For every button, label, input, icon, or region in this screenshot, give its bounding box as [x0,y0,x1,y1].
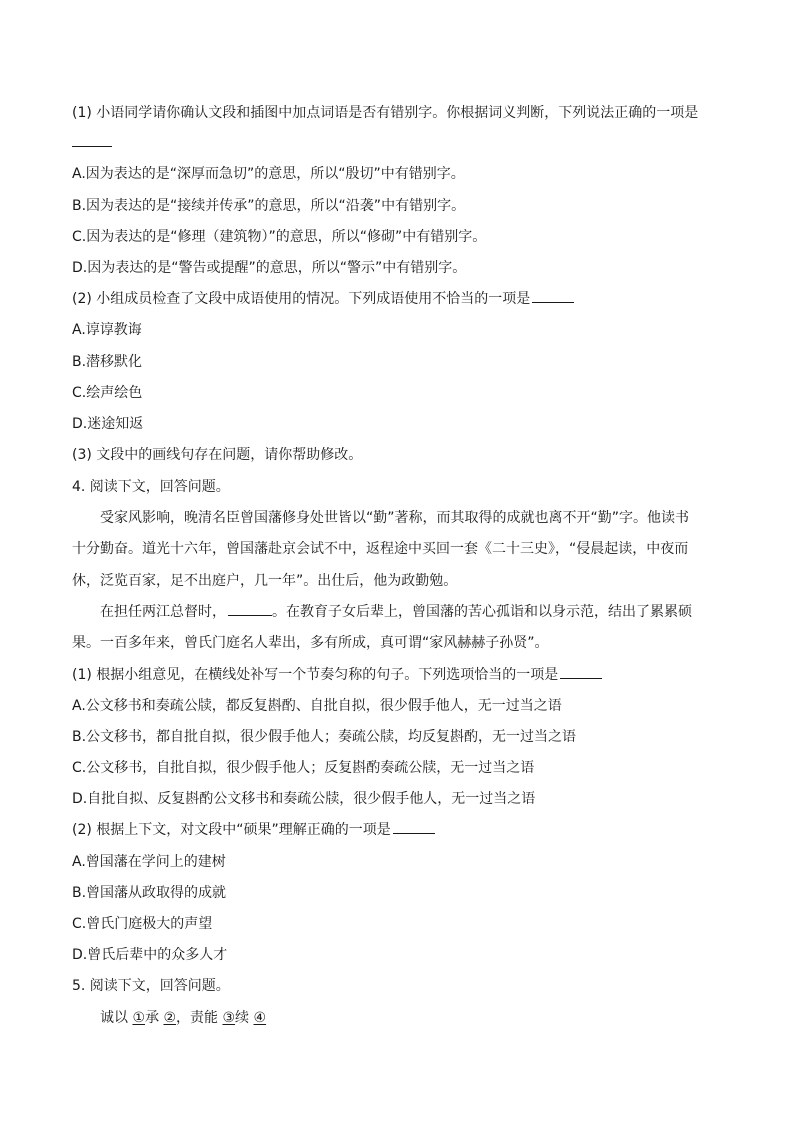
q5-marker-4: ④ [253,1010,267,1026]
q3-sub1-stem: (1) 小语同学请你确认文段和插图中加点词语是否有错别字。你根据词义判断，下列说法正确的一项是 [72,105,699,121]
fill-in-blank [228,603,272,616]
q5-passage-line-1 [100,1009,266,1027]
q3-sub2-stem-line [72,290,574,308]
q3-sub1-option-d: D.因为表达的是“警告或提醒”的意思，所以“警示”中有错别字。 [72,260,467,276]
answer-blank [532,290,574,303]
q3-sub1-option-c: C.因为表达的是“修理（建筑物）”的意思，所以“修砌”中有错别字。 [72,229,487,245]
q3-sub2-option-c: C.绘声绘色 [72,385,143,401]
q3-sub1-option-a: A.因为表达的是“深厚而急切”的意思，所以“殷切”中有错别字。 [72,166,465,182]
q4-sub2-stem: (2) 根据上下文，对文段中“硕果”理解正确的一项是 [72,822,391,838]
q4-passage-text: 在担任两江总督时， [100,604,226,620]
answer-blank [72,136,112,147]
q4-sub1-option-d: D.自批自拟、反复斟酌公文移书和奏疏公牍，很少假手他人，无一过当之语 [72,791,536,807]
q5-text: ，责能 [176,1010,223,1026]
q3-sub3-stem: (3) 文段中的画线句存在问题，请你帮助修改。 [72,447,363,463]
q3-sub2-stem: (2) 小组成员检查了文段中成语使用的情况。下列成语使用不恰当的一项是 [72,291,531,307]
q4-sub1-option-b: B.公文移书，都自批自拟，很少假手他人；奏疏公牍，均反复斟酌，无一过当之语 [72,729,577,745]
q4-sub2-option-d: D.曾氏后辈中的众多人才 [72,947,228,963]
q5-marker-2: ② [163,1010,177,1026]
q5-marker-1: ① [132,1010,146,1026]
answer-blank [393,821,435,834]
q3-sub1-option-b: B.因为表达的是“接续并传承”的意思，所以“沿袭”中有错别字。 [72,198,466,214]
q4-sub1-stem-line [72,666,602,684]
q4-passage-line-3: 休，泛览百家，足不出庭户，几一年”。出仕后，他为政勤勉。 [72,573,458,589]
q4-passage-line-4 [100,603,692,621]
q5-text: 诚以 [100,1010,133,1026]
q4-sub2-option-a: A.曾国藩在学问上的建树 [72,854,226,870]
q4-sub2-option-b: B.曾国藩从政取得的成就 [72,885,227,901]
q5-marker-3: ③ [222,1010,236,1026]
q4-sub2-stem-line [72,821,435,839]
q4-sub1-stem: (1) 根据小组意见，在横线处补写一个节奏匀称的句子。下列选项恰当的一项是 [72,667,559,683]
q4-passage-line-1: 受家风影响，晚清名臣曾国藩修身处世皆以“勤”著称，而其取得的成就也离不开“勤”字。他读书 [100,510,690,526]
q5-text: 续 [235,1010,254,1026]
q4-passage-line-5: 果。一百多年来，曾氏门庭名人辈出，多有所成，真可谓“家风赫赫子孙贤”。 [72,635,549,651]
q4-heading: 4. 阅读下文，回答问题。 [72,479,230,495]
q4-sub1-option-a: A.公文移书和奏疏公牍，都反复斟酌、自批自拟，很少假手他人，无一过当之语 [72,698,562,714]
q3-sub2-option-b: B.潜移默化 [72,354,143,370]
q4-sub2-option-c: C.曾氏门庭极大的声望 [72,916,213,932]
q4-sub1-option-c: C.公文移书，自批自拟，很少假手他人；反复斟酌奏疏公牍，无一过当之语 [72,760,535,776]
q5-heading: 5. 阅读下文，回答问题。 [72,978,230,994]
q3-sub2-option-a: A.谆谆教诲 [72,322,142,338]
q4-passage-line-2: 十分勤奋。道光十六年，曾国藩赴京会试不中，返程途中买回一套《二十三史》，“侵晨起读，中夜而 [72,541,689,557]
q5-text: 承 [145,1010,164,1026]
q4-passage-text: 。在教育子女后辈上，曾国藩的苦心孤诣和以身示范，结出了累累硕 [272,604,692,620]
q3-sub2-option-d: D.迷途知返 [72,416,144,432]
answer-blank [560,666,602,679]
